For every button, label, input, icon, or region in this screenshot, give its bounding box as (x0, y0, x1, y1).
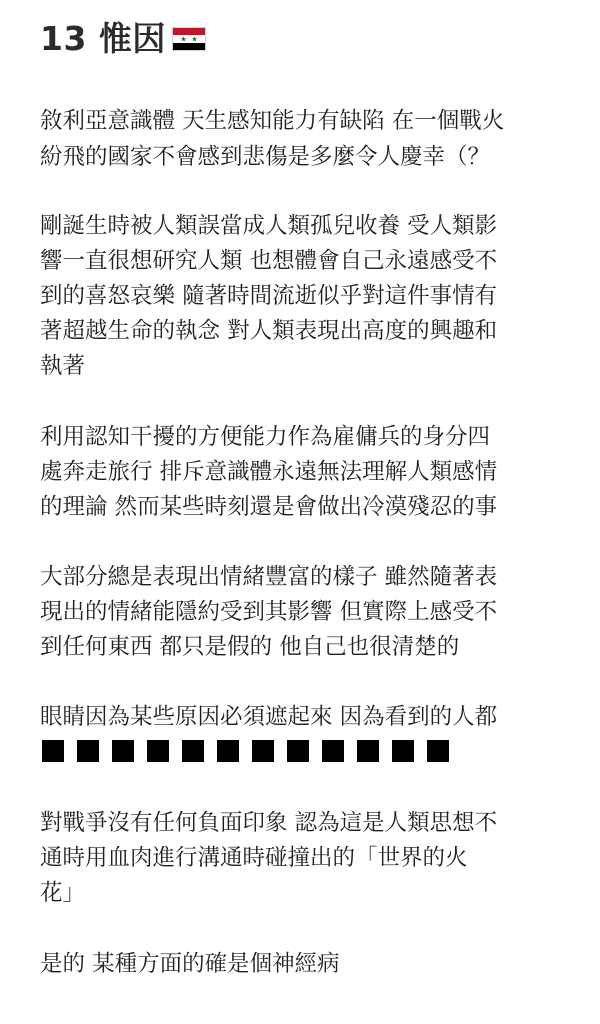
redaction-block (357, 740, 379, 762)
redaction-block (182, 740, 204, 762)
paragraph-4-line-2: 現出的情緒能隱約受到其影響 但實際上感受不 (40, 599, 498, 625)
title-row (40, 14, 206, 64)
paragraph-2-line-1: 剛誕生時被人類誤當成人類孤兒收養 受人類影 (40, 213, 498, 239)
paragraph-4-line-3: 到任何東西 都只是假的 他自己也很清楚的 (40, 634, 460, 660)
paragraph-5-line-1: 眼睛因為某些原因必須遮起來 因為看到的人都 (40, 704, 498, 730)
redaction-blocks (42, 740, 449, 762)
paragraph-3-line-1: 利用認知干擾的方便能力作為雇傭兵的身分四 (40, 424, 491, 450)
paragraph-7-line-1: 是的 某種方面的確是個神經病 (40, 951, 340, 977)
redaction-block (427, 740, 449, 762)
redaction-block (42, 740, 64, 762)
paragraph-4-line-1: 大部分總是表現出情緒豐富的樣子 雖然隨著表 (40, 564, 498, 590)
redaction-block (322, 740, 344, 762)
redaction-block (217, 740, 239, 762)
redaction-block (147, 740, 169, 762)
paragraph-3-line-3: 的理論 然而某些時刻還是會做出冷漠殘忍的事 (40, 494, 498, 520)
syria-flag-icon (172, 27, 206, 51)
paragraph-2-line-3: 到的喜怒哀樂 隨著時間流逝似乎對這件事情有 (40, 283, 498, 309)
redaction-block (287, 740, 309, 762)
redaction-block (77, 740, 99, 762)
paragraph-2-line-4: 著超越生命的執念 對人類表現出高度的興趣和 (40, 318, 498, 344)
page-title: 13 惟因 (40, 19, 166, 58)
paragraph-1-line-2: 紛飛的國家不會感到悲傷是多麼令人慶幸（？ (40, 144, 491, 170)
redaction-block (392, 740, 414, 762)
paragraph-6-line-2: 通時用血肉進行溝通時碰撞出的「世界的火 (40, 845, 468, 871)
paragraph-2-line-2: 響一直很想研究人類 也想體會自己永遠感受不 (40, 248, 498, 274)
paragraph-6-line-1: 對戰爭沒有任何負面印象 認為這是人類思想不 (40, 810, 498, 836)
redaction-block (252, 740, 274, 762)
paragraph-6-line-3: 花」 (40, 880, 86, 906)
paragraph-3-line-2: 處奔走旅行 排斥意識體永遠無法理解人類感情 (40, 459, 498, 485)
paragraph-2-line-5: 執著 (40, 353, 86, 379)
paragraph-1-line-1: 敘利亞意識體 天生感知能力有缺陷 在一個戰火 (40, 108, 505, 134)
redaction-block (112, 740, 134, 762)
